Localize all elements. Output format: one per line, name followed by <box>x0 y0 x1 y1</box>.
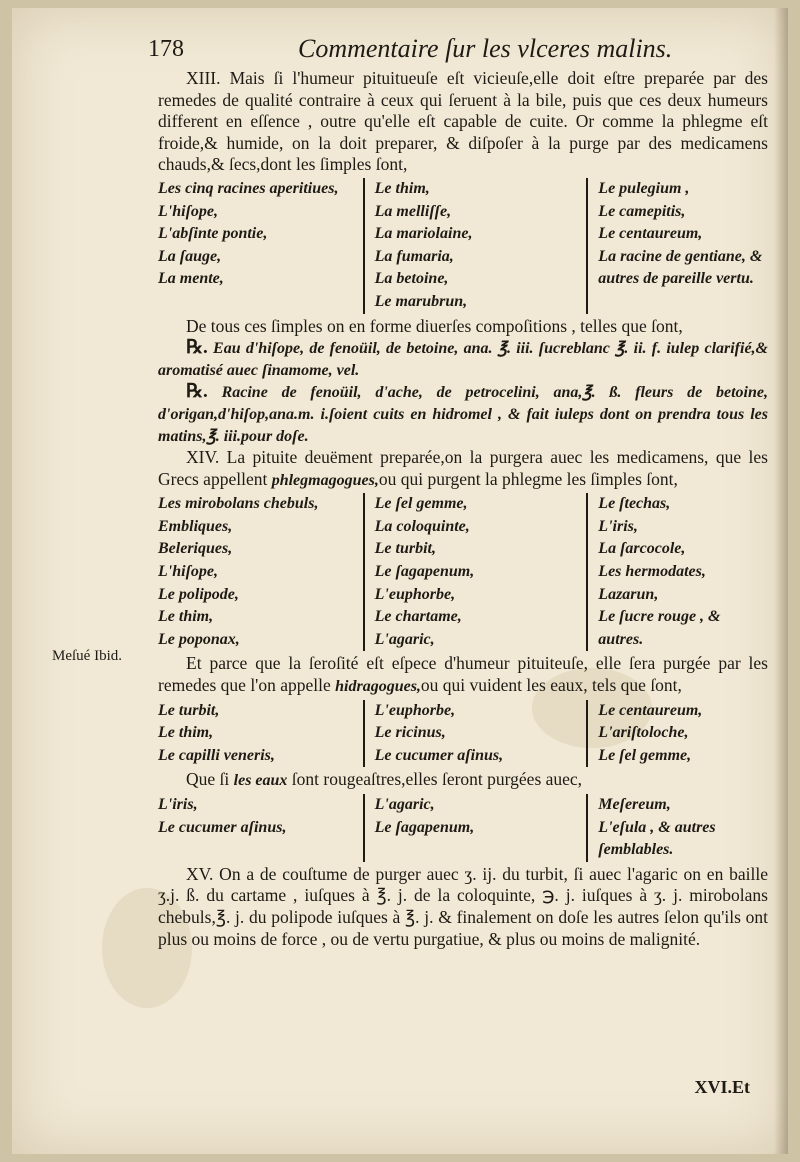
page-header <box>148 32 768 66</box>
text-run: ou qui purgent la phlegme les ſimples ſont, <box>378 468 678 489</box>
list-item: L'hiſope, <box>158 202 218 220</box>
list-item: La mariolaine, <box>374 225 473 243</box>
list-column <box>586 493 768 651</box>
list-item: Les hermodates, <box>598 563 706 581</box>
list-item: Les cinq racines aperitiues, <box>158 179 339 197</box>
margin-note: Meſué Ibid. <box>52 648 122 664</box>
list-column <box>586 700 768 768</box>
catchword: XVI.Et <box>694 1077 750 1097</box>
list-item: Le ricinus, <box>374 724 446 742</box>
section-13-text: XIII. Mais ſi l'humeur pituitueuſe eſt vicieuſe,elle doit eſtre preparée par des remedes de qualité contraire à ceux qui ſeruent à la bile, puis que ces deux humeurs different en eſſence , outre qu'elle eſt capable de cuite. Or comme la phlegme eſt froide,& humide, on la doit preparer, & diſpoſer à la purge par des medicamens chauds,& ſecs,dont les ſimples ſont, <box>158 68 768 175</box>
list-column <box>586 794 768 862</box>
list-item: Le cucumer aſinus, <box>374 746 504 764</box>
list-column <box>363 178 587 314</box>
list-item: L'ariſtoloche, <box>598 724 689 742</box>
list-item: Le centaureum, <box>598 225 703 243</box>
list-item: L'eſula , & autres ſemblables. <box>598 818 716 859</box>
text-run: ou qui vuident les eaux, tels que ſont, <box>420 675 682 696</box>
list-item: L'iris, <box>158 796 198 813</box>
list-column <box>158 794 363 862</box>
text-run: Que ſi <box>186 769 234 790</box>
list-item: Le marubrun, <box>374 292 468 310</box>
list-item: La coloquinte, <box>374 517 470 535</box>
text-run: XIV. La pituite deuëment preparée,on la purgera auec les medicamens, que les Grecs appellent <box>158 447 768 489</box>
compositions-intro: De tous ces ſimples on en forme diuerſes compoſitions , telles que ſont, <box>186 315 683 336</box>
running-title: Commentaire ſur les vlceres malins. <box>298 34 673 63</box>
term: phlegmagogues, <box>271 471 379 489</box>
recipe-1 <box>158 337 768 381</box>
list-item: Meſereum, <box>598 796 671 813</box>
list-item: L'agaric, <box>374 796 435 813</box>
list-item: Le thim, <box>158 724 214 742</box>
list-item: Les mirobolans chebuls, <box>158 495 319 513</box>
list-item: Le poponax, <box>158 630 240 648</box>
list-item: Le centaureum, <box>598 701 703 719</box>
list-column <box>586 178 768 314</box>
list-item: La melliſſe, <box>374 202 452 220</box>
recipe-2 <box>158 381 768 447</box>
list-item: Lazarun, <box>598 585 659 603</box>
list-item: La betoine, <box>374 270 449 288</box>
list-item: Le thim, <box>158 608 214 626</box>
list-item: Le ſagapenum, <box>374 818 475 836</box>
recipe-2-text: Racine de fenoüil, d'ache, de petrocelini, ana,℥. ß. fleurs de betoine, d'origan,d'hiſop,ana.m. i.ſoient cuits en hidromel , & fait iuleps dont on prendra tous les matins,℥. iii.pour doſe. <box>158 384 769 445</box>
list-item: Le ſagapenum, <box>374 563 475 581</box>
list-item: Le polipode, <box>158 585 239 603</box>
list-item: L'euphorbe, <box>374 701 456 719</box>
list-item: La racine de gentiane, & autres de pareille vertu. <box>598 247 763 288</box>
simples-list-4 <box>158 794 768 862</box>
simples-list-3 <box>158 700 768 768</box>
hydragogues-intro <box>158 653 768 697</box>
list-item: Le camepitis, <box>598 202 686 220</box>
list-item: Le ſel gemme, <box>598 746 692 764</box>
list-item: L'iris, <box>598 517 638 535</box>
text-run: ſont rougeaſtres,elles ſeront purgées auec, <box>287 769 583 790</box>
list-column <box>158 493 363 651</box>
list-column <box>363 493 587 651</box>
recipe-1-text: Eau d'hiſope, de fenoüil, de betoine, ana. ℥. iii. ſucreblanc ℥. ii. f. iulep clarifié,& aromatisé auec ſinamome, vel. <box>158 340 769 379</box>
list-item: La fumaria, <box>374 247 454 265</box>
simples-list-1 <box>158 178 768 314</box>
list-item: Beleriques, <box>158 540 233 558</box>
simples-list-2 <box>158 493 768 651</box>
list-item: La ſarcocole, <box>598 540 686 558</box>
list-item: Le cucumer aſinus, <box>158 818 287 836</box>
list-item: La ſauge, <box>158 247 222 265</box>
list-item: L'hiſope, <box>158 563 218 581</box>
list-item: L'agaric, <box>374 630 435 648</box>
list-item: Le ſtechas, <box>598 495 671 513</box>
term: les eaux <box>233 772 288 790</box>
list-item: Embliques, <box>158 517 233 535</box>
list-column <box>158 700 363 768</box>
list-item: Le ſucre rouge , & autres. <box>598 608 721 648</box>
section-15-text: XV. On a de couſtume de purger auec ʒ. ij. du turbit, ſi auec l'agaric on en baille ʒ.j. ß. du cartame , iuſques à ℥. j. de la coloquinte, ℈. j. iuſques à ʒ. j. mirobolans chebuls,℥. j. du polipode iuſques à ℥. j. & finalement on doſe les autres ſelon qu'ils ont plus ou moins de force , ou de vertu purgatiue, & plus ou moins de malignité. <box>158 863 768 949</box>
list-column <box>363 794 587 862</box>
list-item: Le turbit, <box>374 540 436 558</box>
page-body <box>158 68 768 950</box>
list-item: Le capilli veneris, <box>158 746 275 764</box>
term: hidragogues, <box>335 678 421 696</box>
recipe-symbol: ℞. <box>186 337 208 359</box>
list-item: La mente, <box>158 270 224 288</box>
list-item: Le chartame, <box>374 608 462 626</box>
list-column <box>158 178 363 314</box>
list-item: L'euphorbe, <box>374 585 456 603</box>
list-column <box>363 700 587 768</box>
list-item: Le thim, <box>374 179 430 197</box>
list-item: Le ſel gemme, <box>374 495 468 513</box>
book-page <box>12 8 788 1154</box>
red-waters-intro <box>158 769 768 792</box>
list-item: Le turbit, <box>158 701 220 719</box>
page-number: 178 <box>148 36 184 62</box>
list-item: L'abſinte pontie, <box>158 225 268 243</box>
text-run: Et parce que la ſeroſité eſt eſpece d'humeur pituiteuſe, elle ſera purgée par les remedes que l'on appelle <box>158 653 768 696</box>
recipe-symbol: ℞. <box>186 381 208 403</box>
list-item: Le pulegium , <box>598 179 690 197</box>
section-14-text <box>158 447 768 491</box>
